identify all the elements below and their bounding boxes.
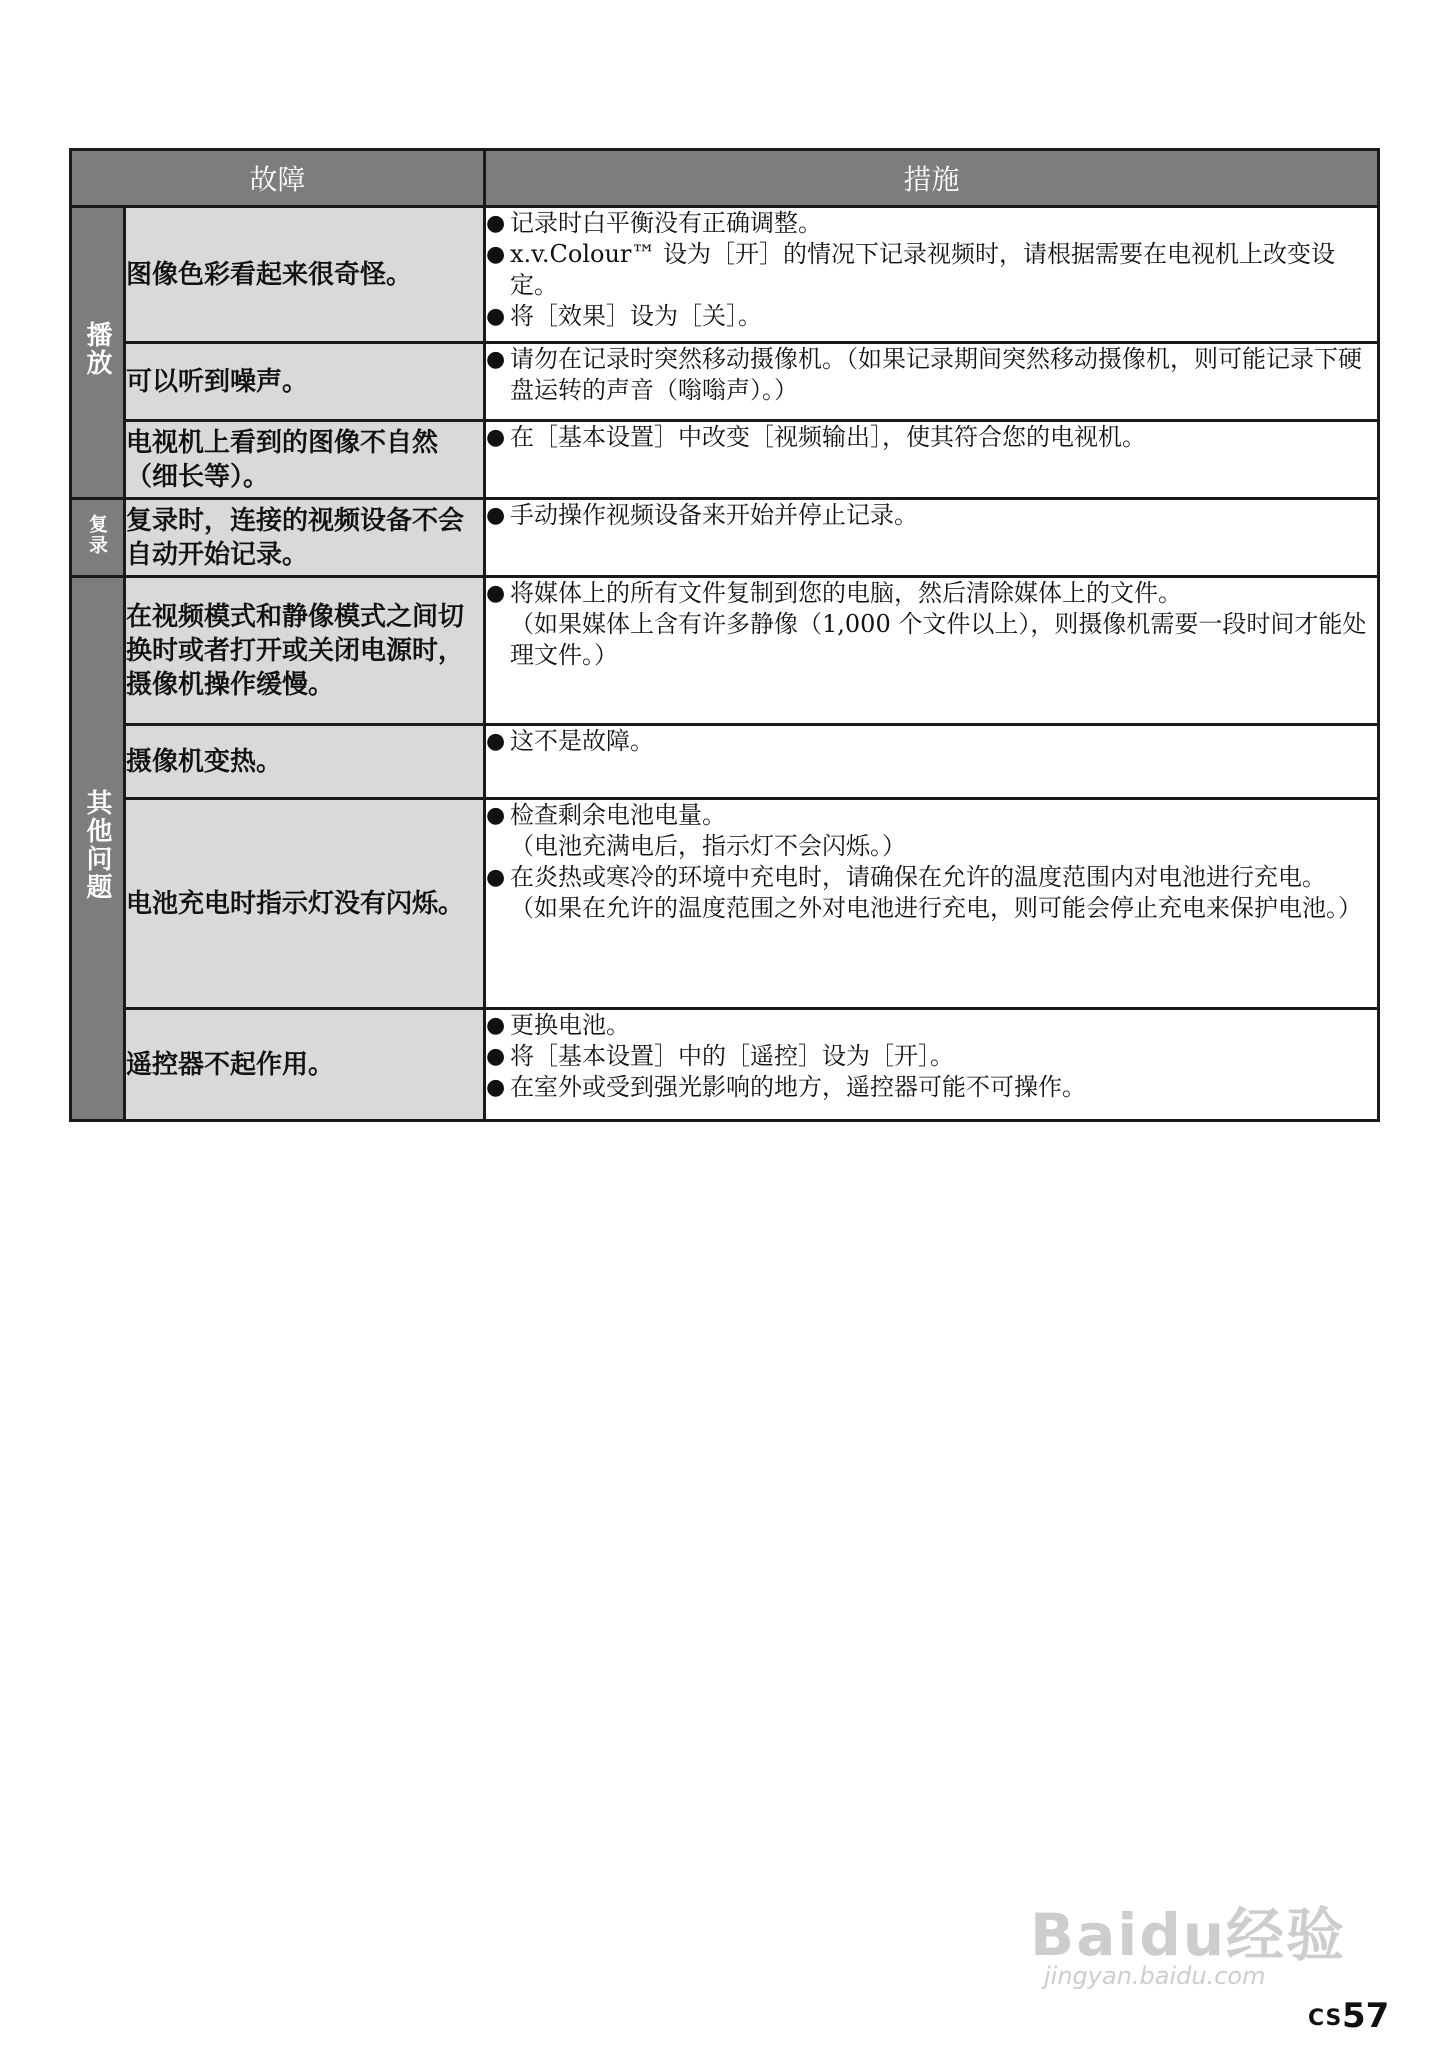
action-item: ● 在室外或受到强光影响的地方，遥控器可能不可操作。 [486, 1073, 1087, 1101]
problem-cell: 复录时，连接的视频设备不会自动开始记录。 [125, 499, 485, 577]
action-item: ● 这不是故障。 [486, 727, 655, 755]
baidu-watermark [1030, 1870, 1370, 2000]
action-note: （如果在允许的温度范围之外对电池进行充电，则可能会停止充电来保护电池。） [510, 894, 1363, 922]
bullet-icon: ● [486, 581, 506, 606]
watermark-brand: Baidu经验 [1030, 1901, 1347, 1969]
bullet-icon: ● [486, 729, 506, 754]
action-item: ● 在［基本设置］中改变［视频输出］，使其符合您的电视机。 [486, 423, 1147, 451]
action-item: ● 记录时白平衡没有正确调整。 [486, 209, 823, 237]
problem-cell: 摄像机变热。 [125, 725, 485, 799]
problem-cell: 可以听到噪声。 [125, 343, 485, 421]
action-item: ● 更换电池。 [486, 1011, 631, 1039]
page-number: 57 [1342, 1996, 1390, 2036]
table-row [71, 725, 1379, 799]
language-code: CS [1308, 2006, 1343, 2031]
bullet-icon: ● [486, 304, 506, 329]
table-row [71, 577, 1379, 725]
category-dubbing: 复录 [71, 499, 125, 577]
bullet-icon: ● [486, 347, 506, 372]
problem-cell: 在视频模式和静像模式之间切换时或者打开或关闭电源时，摄像机操作缓慢。 [125, 577, 485, 725]
table-row [71, 421, 1379, 499]
table-row [71, 799, 1379, 1009]
troubleshooting-table [69, 148, 1380, 1122]
bullet-icon: ● [486, 1044, 506, 1069]
action-cell [485, 207, 1379, 343]
action-item: ● 检查剩余电池电量。 （电池充满电后，指示灯不会闪烁。） [486, 800, 1377, 862]
category-playback: 播放 [71, 207, 125, 499]
action-item: ● 在炎热或寒冷的环境中充电时，请确保在允许的温度范围内对电池进行充电。 （如果在允许的温度范围之外对电池进行充电，则可能会停止充电来保护电池。） [486, 862, 1377, 924]
header-action: 措施 [485, 150, 1379, 207]
action-note: （电池充满电后，指示灯不会闪烁。） [510, 832, 907, 860]
bullet-icon: ● [486, 211, 506, 236]
action-item: ● 请勿在记录时突然移动摄像机。（如果记录期间突然移动摄像机，则可能记录下硬盘运转的声音（嗡嗡声）。） [486, 345, 1363, 404]
bullet-icon: ● [486, 503, 506, 528]
action-item: ● 将［效果］设为［关］。 [486, 302, 763, 330]
problem-cell: 电池充电时指示灯没有闪烁。 [125, 799, 485, 1009]
table-row [71, 1009, 1379, 1121]
table-row [71, 499, 1379, 577]
table-row [71, 207, 1379, 343]
table-row [71, 343, 1379, 421]
action-cell [485, 725, 1379, 799]
bullet-icon: ● [486, 1075, 506, 1100]
action-cell [485, 577, 1379, 725]
bullet-icon: ● [486, 865, 506, 890]
bullet-icon: ● [486, 1013, 506, 1038]
action-item: ● x.v.Colour™ 设为［开］的情况下记录视频时，请根据需要在电视机上改变设定。 [486, 240, 1336, 299]
category-other: 其他问题 [71, 577, 125, 1121]
action-note: （如果媒体上含有许多静像（1,000 个文件以上），则摄像机需要一段时间才能处理文件。） [510, 610, 1367, 669]
bullet-icon: ● [486, 242, 506, 267]
action-cell [485, 343, 1379, 421]
bullet-icon: ● [486, 803, 506, 828]
action-item: ● 手动操作视频设备来开始并停止记录。 [486, 501, 919, 529]
problem-cell: 遥控器不起作用。 [125, 1009, 485, 1121]
action-cell [485, 421, 1379, 499]
action-item: ● 将［基本设置］中的［遥控］设为［开］。 [486, 1042, 955, 1070]
action-cell [485, 499, 1379, 577]
header-problem: 故障 [71, 150, 485, 207]
table-body [71, 207, 1379, 1121]
bullet-icon: ● [486, 425, 506, 450]
action-item: ● 将媒体上的所有文件复制到您的电脑，然后清除媒体上的文件。 （如果媒体上含有许多静像（1,000 个文件以上），则摄像机需要一段时间才能处理文件。） [486, 578, 1377, 671]
watermark-url: jingyan.baidu.com [1044, 1962, 1266, 1990]
problem-cell: 电视机上看到的图像不自然（细长等）。 [125, 421, 485, 499]
action-cell [485, 1009, 1379, 1121]
table-header-row [71, 150, 1379, 207]
problem-cell: 图像色彩看起来很奇怪。 [125, 207, 485, 343]
action-cell [485, 799, 1379, 1009]
